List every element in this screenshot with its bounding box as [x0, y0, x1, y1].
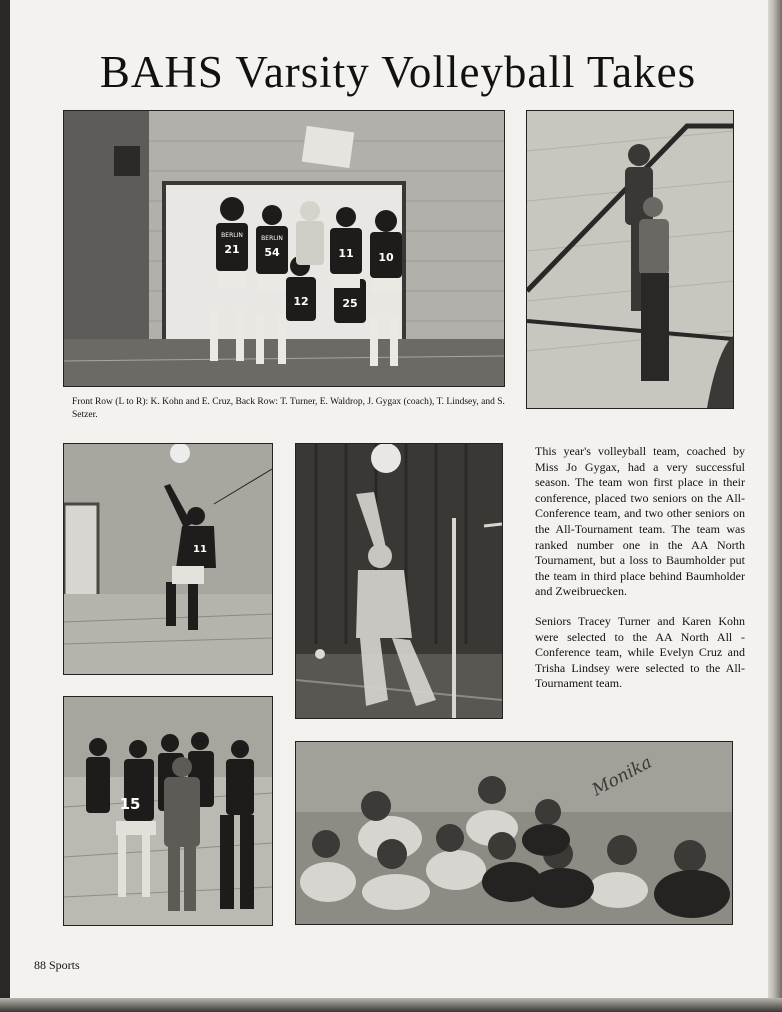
article-text	[535, 444, 745, 706]
article-paragraph: Seniors Tracey Turner and Karen Kohn were selected to the AA North All - Conference team, while Evelyn Cruz and Trisha Lindsey were selected to the All-Tournament team.	[535, 613, 745, 691]
grass-group-photo	[295, 741, 733, 925]
jersey-number: 11	[193, 544, 207, 555]
yearbook-page	[10, 0, 768, 998]
page-title: BAHS Varsity Volleyball Takes	[99, 47, 697, 97]
jersey-number: 15	[119, 795, 141, 813]
serve-photo	[295, 443, 503, 719]
jersey-number: 10	[378, 251, 394, 264]
jersey-banner: BERLIN	[221, 232, 243, 239]
page-folio: 88 Sports	[34, 958, 80, 972]
spike-photo	[63, 443, 273, 675]
court-photo	[526, 110, 734, 409]
jersey-number: 21	[224, 243, 240, 256]
team-photo-caption: Front Row (L to R): K. Kohn and E. Cruz, Back Row: T. Turner, E. Waldrop, J. Gygax (coach), T. Lindsey, and S. Setzer.	[72, 397, 505, 420]
book-spine-edge	[768, 0, 782, 1012]
jersey-number: 25	[342, 297, 358, 310]
handwritten-signature: Monika	[588, 752, 656, 801]
jersey-banner: BERLIN	[261, 235, 283, 242]
jersey-number: 11	[338, 247, 354, 260]
huddle-photo	[63, 696, 273, 926]
article-paragraph: This year's volleyball team, coached by Miss Jo Gygax, had a very successful season. The team won first place in their conference, placed two seniors on the All-Conference team, and two other seniors on the All-Tournament team. The team was ranked number one in the AA North Tournament, but a loss to Baumholder put the team in third place behind Baumholder and Zweibruecken.	[535, 444, 745, 599]
jersey-number: 12	[293, 295, 309, 308]
jersey-number: 54	[264, 246, 280, 259]
team-photo	[63, 110, 505, 387]
page-bottom-edge	[0, 998, 782, 1012]
